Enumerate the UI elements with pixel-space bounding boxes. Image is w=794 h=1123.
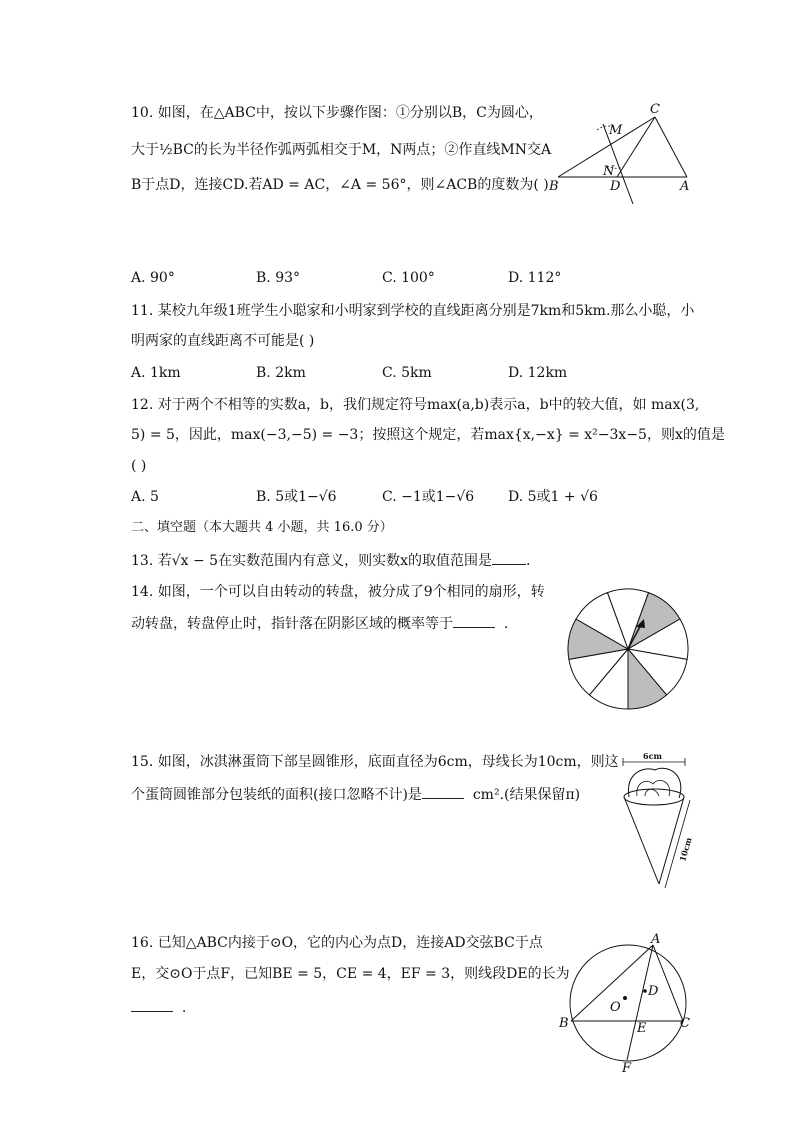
q15-cone-left: [624, 797, 659, 884]
q10-option-c[interactable]: C. 100°: [382, 270, 435, 286]
q15-cone-right: [659, 797, 684, 884]
q16-segment-af: [627, 945, 653, 1060]
q16-label-o: O: [610, 1000, 621, 1015]
q10-line1: 10. 如图，在△ABC中，按以下步骤作图：①分别以B，C为圆心，: [131, 105, 543, 121]
q12-option-c[interactable]: C. −1或1−√6: [382, 489, 475, 505]
q13-text: 13. 若√x − 5在实数范围内有意义，则实数x的取值范围是: [131, 553, 492, 569]
q16-label-c: C: [680, 1016, 690, 1031]
q16-answer-blank[interactable]: [131, 997, 173, 1012]
q14-spinner-figure: [564, 585, 694, 715]
q13-line: [131, 550, 530, 571]
q10-segment-cd: [617, 117, 655, 177]
q11-option-a[interactable]: A. 1km: [131, 365, 181, 381]
q10-option-b[interactable]: B. 93°: [256, 270, 301, 286]
q16-circle-figure: [555, 932, 715, 1076]
q16-label-b: B: [559, 1016, 569, 1031]
q14-text: 动转盘，转盘停止时，指针落在阴影区域的概率等于: [131, 616, 453, 632]
q16-point-o: [623, 996, 627, 1000]
q10-option-a[interactable]: A. 90°: [131, 270, 175, 286]
q15-cone-top: [624, 789, 684, 805]
q12-option-b[interactable]: B. 5或1−√6: [256, 489, 337, 505]
q10-label-n: N: [603, 164, 615, 179]
q16-line2: E，交⊙O于点F，已知BE = 5，CE = 4，EF = 3，则线段DE的长为: [131, 966, 570, 982]
q10-option-d[interactable]: D. 112°: [508, 270, 562, 286]
q15-line1: 15. 如图，冰淇淋蛋筒下部呈圆锥形，底面直径为6cm，母线长为10cm，则这: [131, 754, 619, 770]
q16-end: .: [181, 1000, 187, 1016]
q10-segment-ca: [655, 117, 687, 177]
q16-label-a: A: [651, 932, 661, 947]
q15-icecream-scoop: [628, 768, 680, 798]
q11-option-c[interactable]: C. 5km: [382, 365, 432, 381]
q10-figure: [545, 100, 715, 200]
q16-circle-o: [570, 945, 686, 1061]
q11-line1: 11. 某校九年级1班学生小聪家和小明家到学校的直线距离分别是7km和5km.那么小聪，小: [131, 303, 695, 319]
q10-line2: 大于½BC的长为半径作弧两弧相交于M，N两点；②作直线MN交A: [131, 142, 552, 158]
q16-line1: 16. 已知△ABC内接于⊙O，它的内心为点D，连接AD交弦BC于点: [131, 935, 543, 951]
q16-segment-ac: [653, 945, 683, 1021]
q14-line2: [131, 613, 508, 634]
q12-option-d[interactable]: D. 5或1 + √6: [508, 489, 598, 505]
q15-answer-blank[interactable]: [422, 784, 464, 799]
q15-icecream-figure: [615, 752, 715, 892]
q11-option-d[interactable]: D. 12km: [508, 365, 568, 381]
q16-label-e: E: [637, 1021, 647, 1036]
q12-line2: 5) = 5，因此，max(−3,−5) = −3；按照这个规定，若max{x,−x} = x²−3x−5，则x的值是: [131, 427, 725, 443]
q15-unit: cm².(结果保留π): [472, 787, 581, 803]
q15-line2: [131, 784, 580, 805]
q16-label-f: F: [622, 1061, 632, 1076]
q10-line3: B于点D，连接CD.若AD = AC，∠A = 56°，则∠ACB的度数为( ): [131, 177, 549, 193]
q15-diameter-label: 6cm: [643, 751, 662, 761]
q12-line3: ( ): [131, 458, 147, 474]
q10-label-m: M: [609, 123, 623, 138]
q10-label-c: C: [650, 102, 660, 117]
q12-option-a[interactable]: A. 5: [131, 489, 159, 505]
q16-line3: [131, 997, 186, 1018]
section-heading-fill-blank: 二、填空题（本大题共 4 小题，共 16.0 分）: [131, 520, 393, 535]
q16-point-d: [643, 989, 647, 993]
q13-answer-blank[interactable]: [492, 550, 526, 565]
q15-text: 个蛋筒圆锥部分包装纸的面积(接口忽略不计)是: [131, 787, 422, 803]
q11-line2: 明两家的直线距离不可能是( ): [131, 333, 315, 349]
q14-answer-blank[interactable]: [453, 613, 495, 628]
q11-option-b[interactable]: B. 2km: [256, 365, 306, 381]
q14-line1: 14. 如图，一个可以自由转动的转盘，被分成了9个相同的扇形，转: [131, 584, 545, 600]
q15-slant-label: 10cm: [677, 836, 694, 863]
q13-end: .: [525, 553, 531, 569]
q10-label-b: B: [549, 179, 559, 194]
q14-end: .: [503, 616, 509, 632]
q12-line1: 12. 对于两个不相等的实数a，b，我们规定符号max(a,b)表示a，b中的较大值，如 max(3,: [131, 397, 700, 413]
q10-label-a: A: [680, 179, 690, 194]
q16-label-d: D: [648, 984, 659, 999]
q10-label-d: D: [610, 179, 621, 194]
